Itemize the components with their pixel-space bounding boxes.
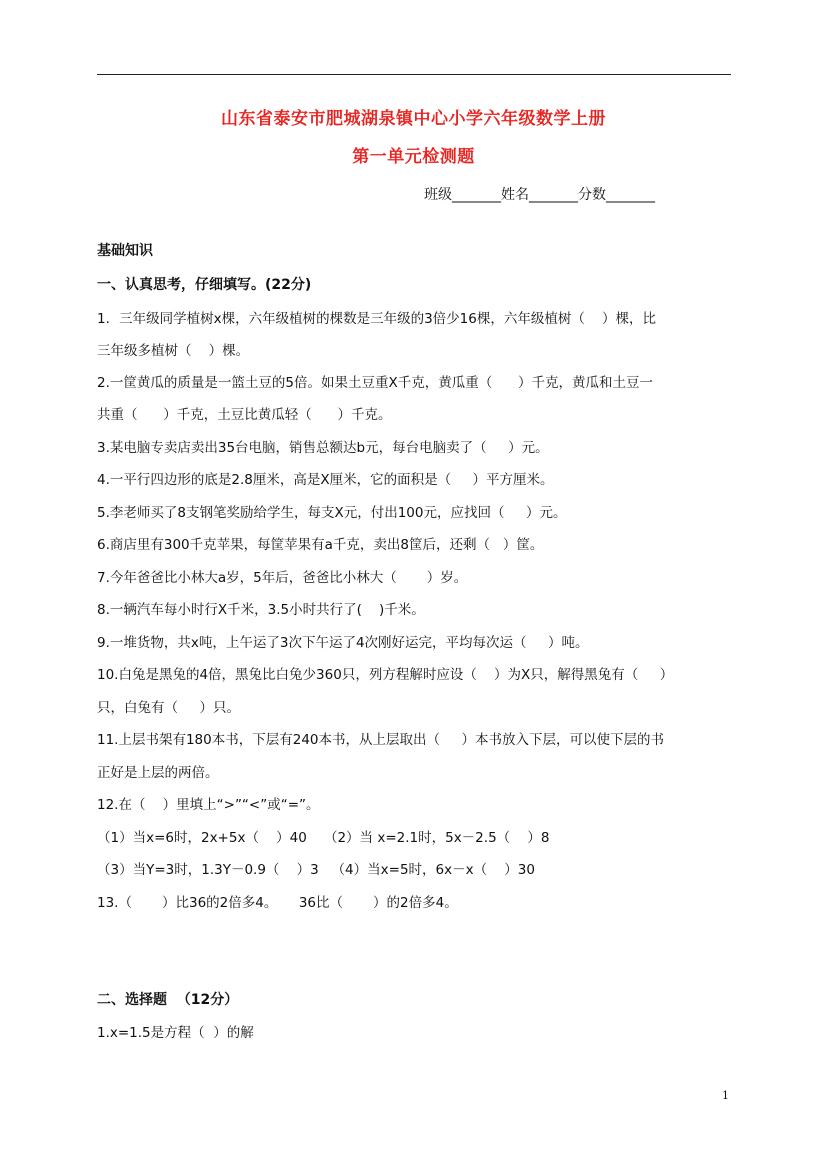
part1-heading: 一、认真思考，仔细填写。(22分) xyxy=(97,277,312,293)
question-2-line-1: 2.一筐黄瓜的质量是一篮土豆的5倍。如果土豆重X千克，黄瓜重（ ）千克，黄瓜和土豆一 xyxy=(97,375,653,391)
header-rule xyxy=(97,74,731,75)
document-subtitle: 第一单元检测题 xyxy=(352,147,475,167)
question-12-items-3-4: （3）当Y=3时，1.3Y－0.9（ ）3 （4）当x=5时，6x－x（ ）30 xyxy=(97,862,535,878)
question-6: 6.商店里有300千克苹果，每筐苹果有a千克，卖出8筐后，还剩（ ）筐。 xyxy=(97,537,544,553)
section-basic-knowledge: 基础知识 xyxy=(97,243,153,259)
page-number: 1 xyxy=(722,1089,729,1102)
question-1-line-1: 1．三年级同学植树x棵，六年级植树的棵数是三年级的3倍少16棵，六年级植树（ ）棵，比 xyxy=(97,311,657,327)
question-4: 4.一平行四边形的底是2.8厘米，高是X厘米，它的面积是（ ）平方厘米。 xyxy=(97,472,554,488)
question-10-line-2: 只，白兔有（ ）只。 xyxy=(97,700,240,716)
question-3: 3.某电脑专卖店卖出35台电脑，销售总额达b元，每台电脑卖了（ ）元。 xyxy=(97,440,549,456)
student-info-line: 班级_______姓名_______分数_______ xyxy=(424,187,655,203)
question-11-line-1: 11.上层书架有180本书，下层有240本书，从上层取出（ ）本书放入下层，可以使下层的书 xyxy=(97,732,664,748)
question-5: 5.李老师买了8支钢笔奖励给学生，每支X元，付出100元，应找回（ ）元。 xyxy=(97,505,567,521)
question-11-line-2: 正好是上层的两倍。 xyxy=(97,765,219,781)
question-7: 7.今年爸爸比小林大a岁，5年后，爸爸比小林大（ ）岁。 xyxy=(97,570,468,586)
question-13: 13.（ ）比36的2倍多4。 36比（ ）的2倍多4。 xyxy=(97,895,458,911)
question-1-line-2: 三年级多植树（ ）棵。 xyxy=(97,343,250,359)
question-8: 8.一辆汽车每小时行X千米，3.5小时共行了( )千米。 xyxy=(97,602,425,618)
question-12: 12.在（ ）里填上“>”“<”或“=”。 xyxy=(97,797,320,813)
question-12-items-1-2: （1）当x=6时，2x+5x（ ）40 （2）当 x=2.1时，5x－2.5（ ）8 xyxy=(97,830,550,846)
part2-heading: 二、选择题 （12分） xyxy=(97,992,239,1008)
question-2-line-2: 共重（ ）千克，土豆比黄瓜轻（ ）千克。 xyxy=(97,407,392,423)
question-10-line-1: 10.白兔是黑兔的4倍，黑兔比白兔少360只，列方程解时应设（ ）为X只，解得黑兔有（ ） xyxy=(97,667,674,683)
question-9: 9.一堆货物，共x吨，上午运了3次下午运了4次刚好运完，平均每次运（ ）吨。 xyxy=(97,635,589,651)
document-title: 山东省泰安市肥城湖泉镇中心小学六年级数学上册 xyxy=(221,109,606,129)
part2-question-1: 1.x=1.5是方程（ ）的解 xyxy=(97,1025,254,1041)
